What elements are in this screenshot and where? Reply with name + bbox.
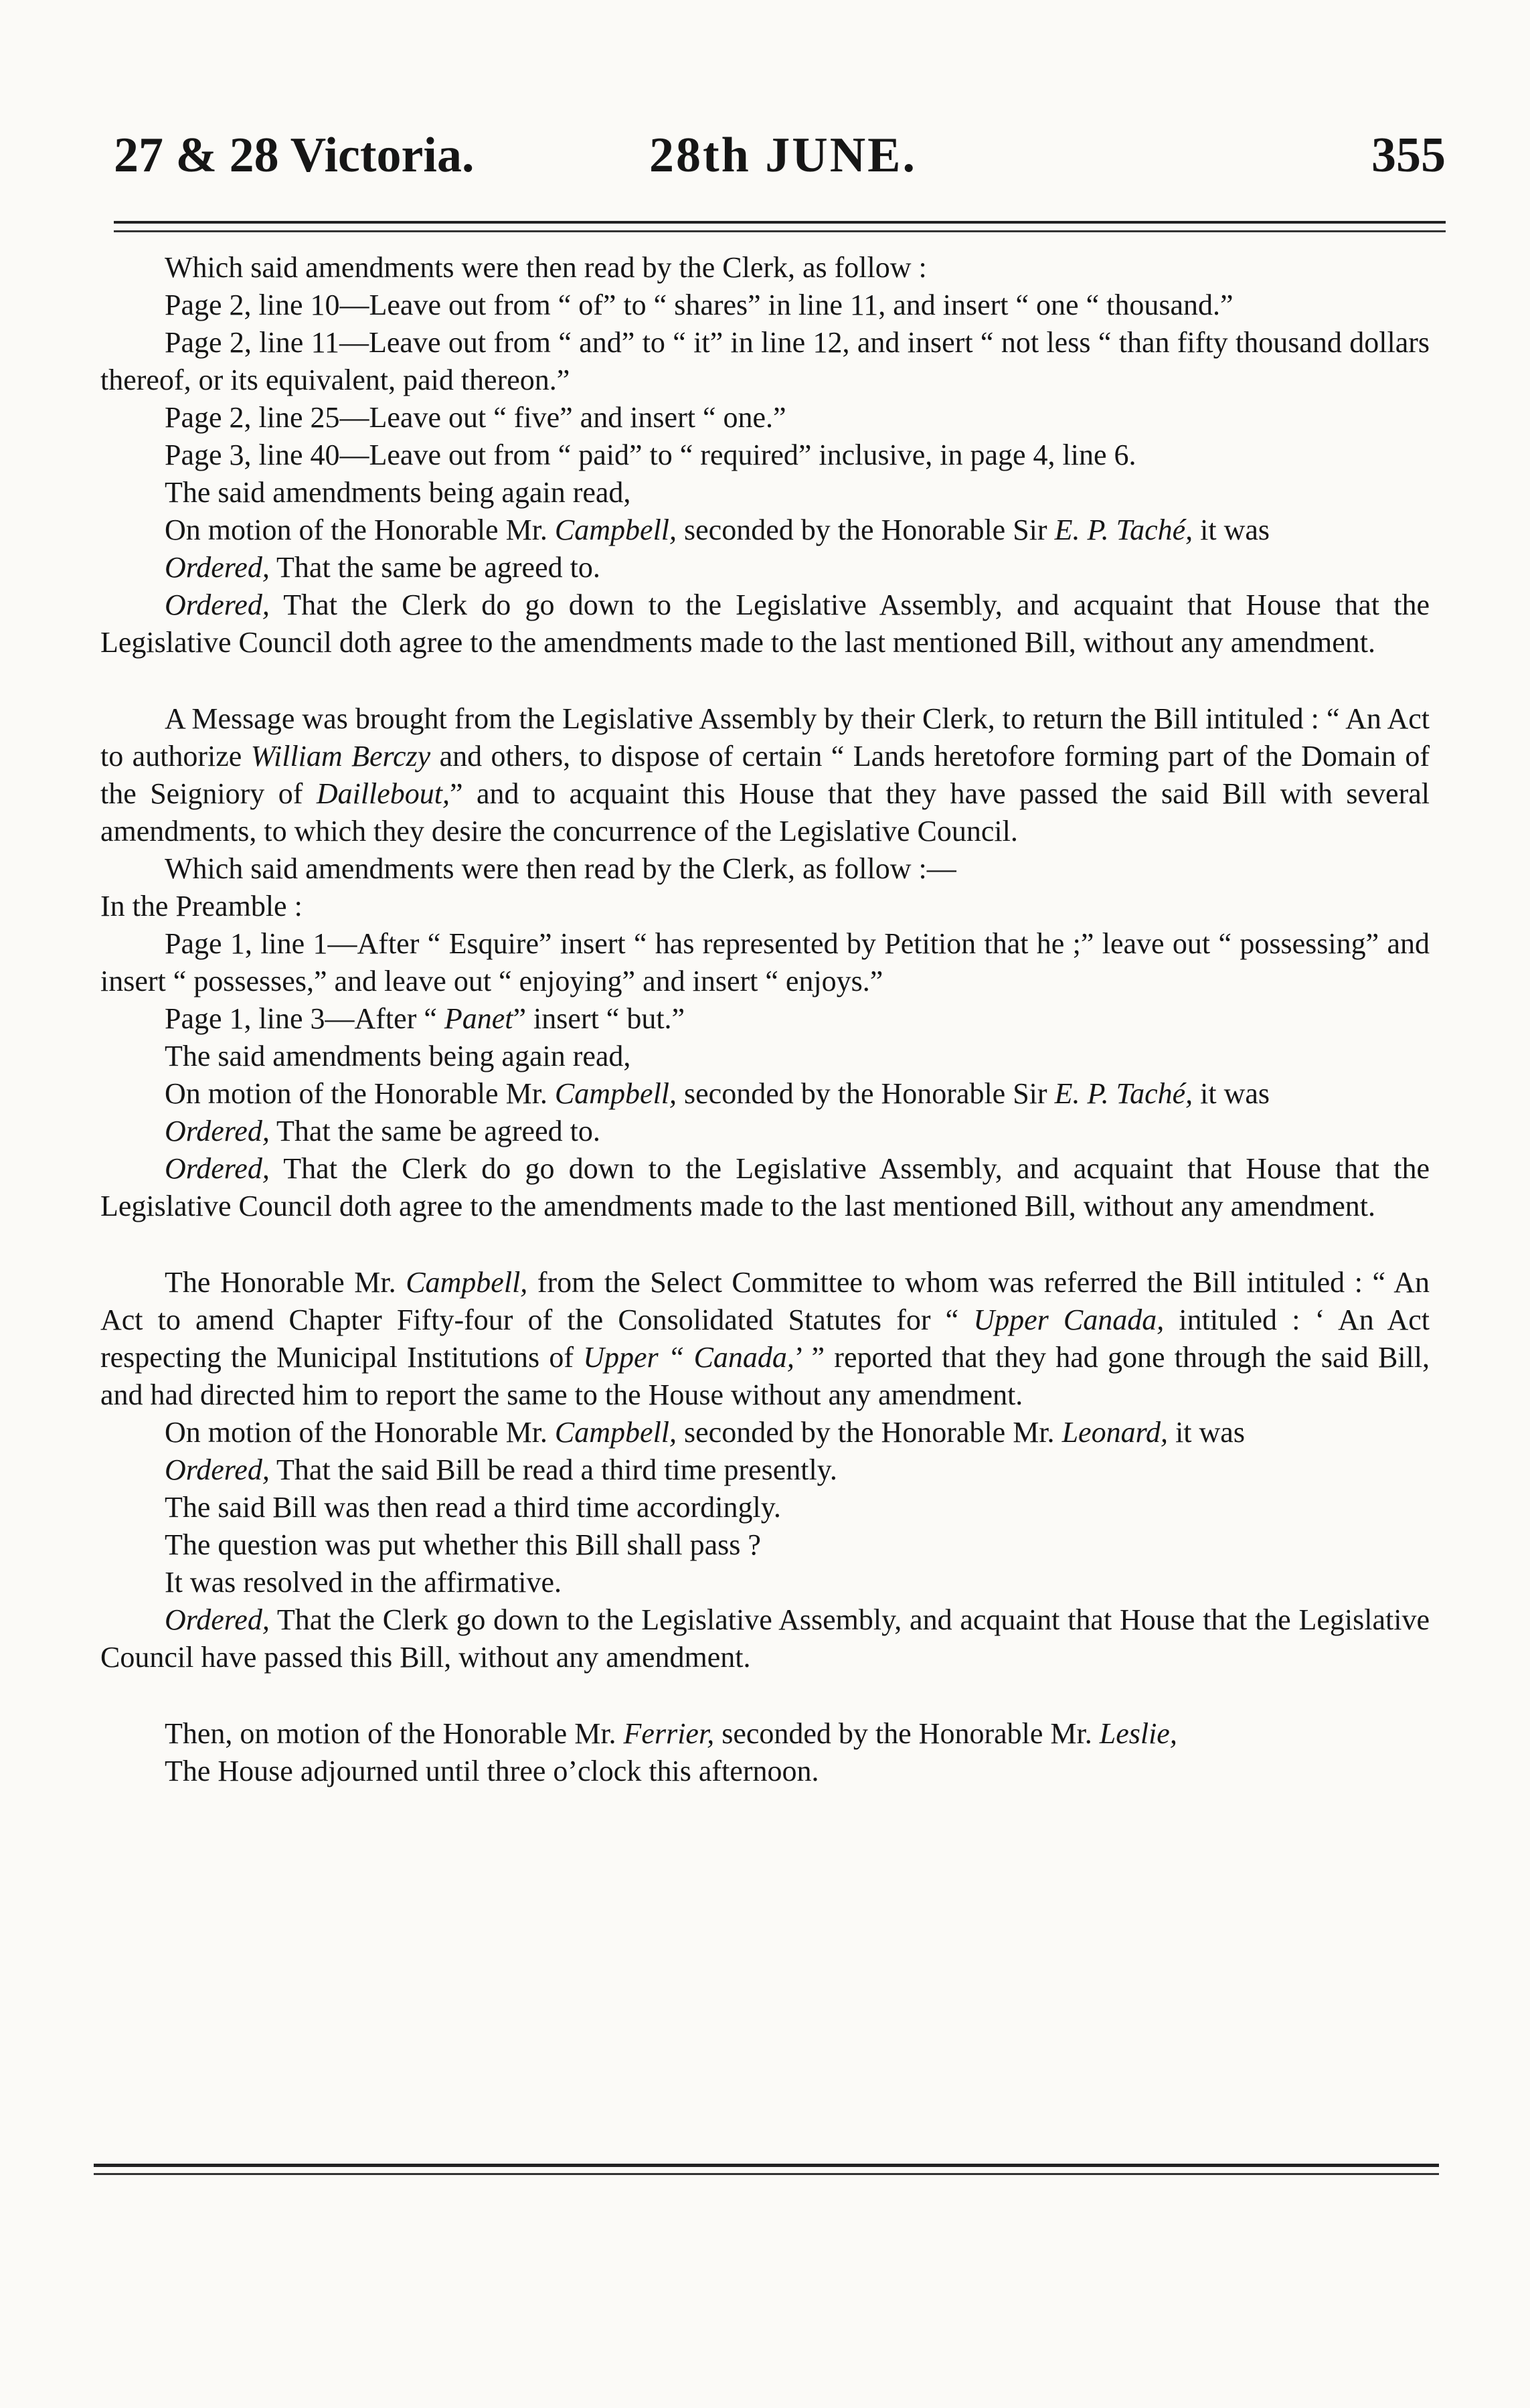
footer-rule xyxy=(94,2164,1439,2167)
report-paragraph: The Honorable Mr. Campbell, from the Select Committee to whom was referred the Bill intituled : “ An Act to amend Chapter Fifty-four of the Consolidated Statutes for “ Upper Canada, intituled : ‘ An Act respecting the Municipal Institutions of Upper “ Canada,’ ” reported that they had gone through the said Bill, and had directed him to report the same to the House without any amendment. xyxy=(100,1266,1430,1411)
paragraph: It was resolved in the affirmative. xyxy=(165,1566,562,1599)
paragraph: In the Preamble : xyxy=(100,890,303,922)
page-body xyxy=(100,249,1430,1790)
order-paragraph: Ordered, That the Clerk do go down to the Legislative Assembly, and acquaint that House that the Legislative Council doth agree to the amendments made to the last mentioned Bill, without any amendment. xyxy=(100,1152,1430,1222)
running-header xyxy=(114,121,1446,194)
paragraph: Page 2, line 11—Leave out from “ and” to “ it” in line 12, and insert “ not less “ than fifty thousand dollars thereof, or its equivalent, paid thereon.” xyxy=(100,326,1430,396)
page-number: 355 xyxy=(1371,128,1446,183)
paragraph: Which said amendments were then read by the Clerk, as follow : xyxy=(165,251,927,284)
paragraph: The question was put whether this Bill shall pass ? xyxy=(165,1528,761,1561)
paragraph: The said amendments being again read, xyxy=(165,1040,631,1072)
adjournment-paragraph: The House adjourned until three o’clock this afternoon. xyxy=(165,1755,819,1787)
paragraph: Page 1, line 1—After “ Esquire” insert “ has represented by Petition that he ;” leave out “ possessing” and insert “ possesses,” and leave out “ enjoying” and insert “ enjoys.” xyxy=(100,927,1430,997)
header-volume: 27 & 28 Victoria. xyxy=(114,128,475,183)
paragraph: Page 1, line 3—After “ Panet” insert “ but.” xyxy=(165,1002,685,1035)
motion-paragraph: On motion of the Honorable Mr. Campbell, seconded by the Honorable Sir E. P. Taché, it was xyxy=(165,1077,1270,1110)
header-rule xyxy=(114,221,1446,224)
motion-paragraph: On motion of the Honorable Mr. Campbell, seconded by the Honorable Mr. Leonard, it was xyxy=(165,1416,1245,1449)
footer-rule-thin xyxy=(94,2173,1439,2175)
motion-paragraph: Then, on motion of the Honorable Mr. Ferrier, seconded by the Honorable Mr. Leslie, xyxy=(165,1717,1177,1750)
paragraph: The said Bill was then read a third time accordingly. xyxy=(165,1491,781,1524)
order-paragraph: Ordered, That the Clerk go down to the Legislative Assembly, and acquaint that House that the Legislative Council have passed this Bill, without any amendment. xyxy=(100,1603,1430,1674)
paragraph: Page 3, line 40—Leave out from “ paid” to “ required” inclusive, in page 4, line 6. xyxy=(165,438,1136,471)
order-paragraph: Ordered, That the said Bill be read a third time presently. xyxy=(165,1453,837,1486)
motion-paragraph: On motion of the Honorable Mr. Campbell, seconded by the Honorable Sir E. P. Taché, it was xyxy=(165,513,1270,546)
paragraph: Which said amendments were then read by the Clerk, as follow :— xyxy=(165,852,956,885)
order-paragraph: Ordered, That the Clerk do go down to the Legislative Assembly, and acquaint that House that the Legislative Council doth agree to the amendments made to the last mentioned Bill, without any amendment. xyxy=(100,588,1430,659)
order-paragraph: Ordered, That the same be agreed to. xyxy=(165,1115,600,1147)
header-date: 28th JUNE. xyxy=(649,128,918,183)
paragraph: Page 2, line 10—Leave out from “ of” to “ shares” in line 11, and insert “ one “ thousand.” xyxy=(165,289,1234,321)
paragraph: Page 2, line 25—Leave out “ five” and insert “ one.” xyxy=(165,401,786,434)
message-paragraph: A Message was brought from the Legislative Assembly by their Clerk, to return the Bill intituled : “ An Act to authorize William Berczy and others, to dispose of certain “ Lands heretofore forming part of the Domain of the Seigniory of Daillebout,” and to acquaint this House that they have passed the said Bill with several amendments, to which they desire the concurrence of the Legislative Council. xyxy=(100,702,1430,848)
header-rule-thin xyxy=(114,230,1446,232)
paragraph: The said amendments being again read, xyxy=(165,476,631,509)
order-paragraph: Ordered, That the same be agreed to. xyxy=(165,551,600,584)
